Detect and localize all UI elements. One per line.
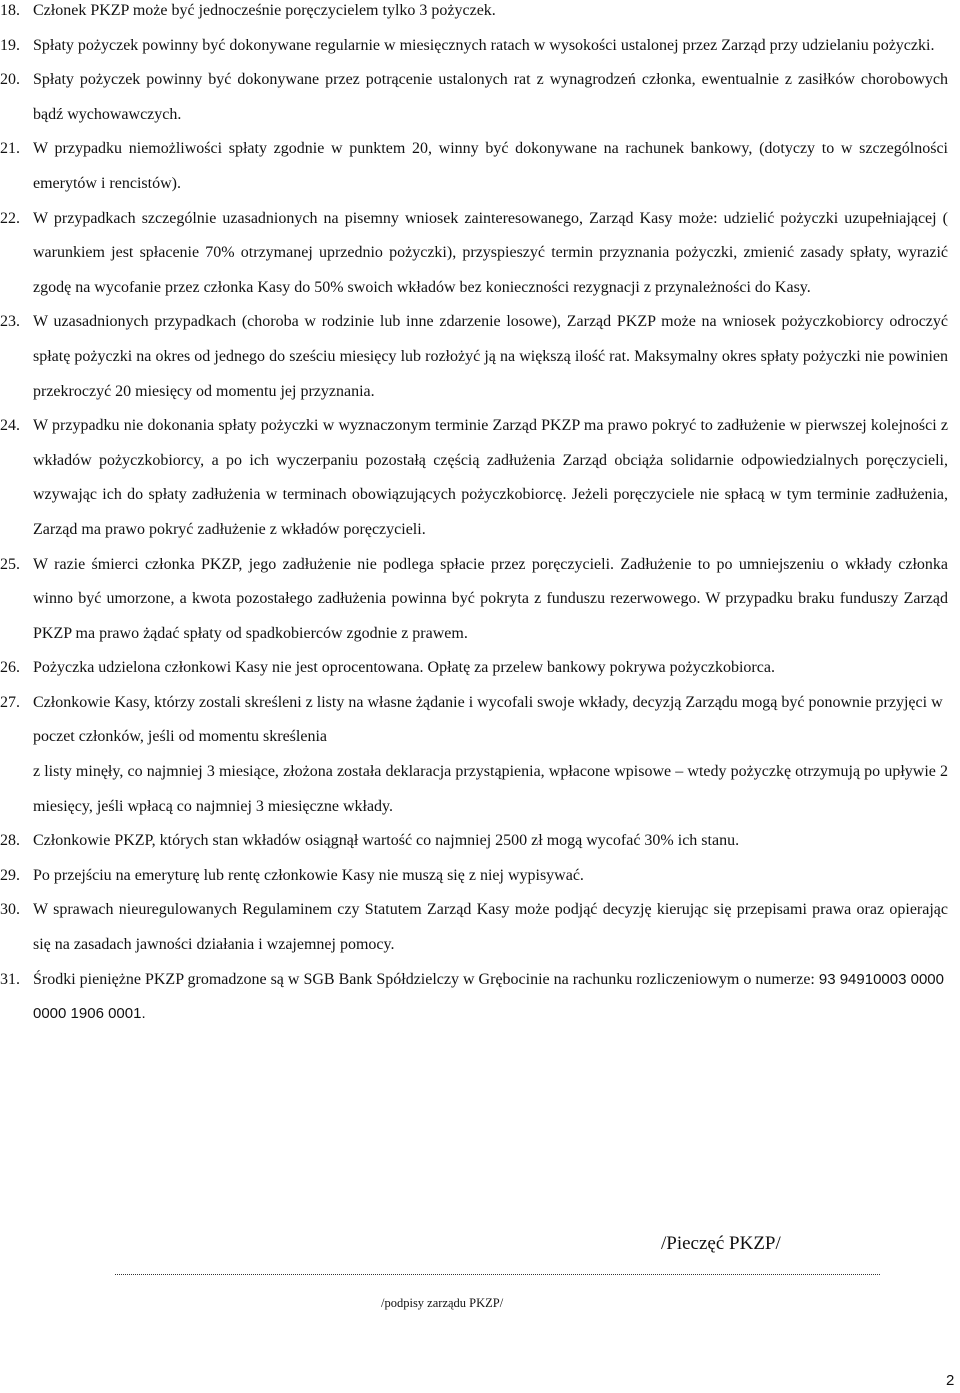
item-number: 25. xyxy=(0,555,20,573)
stamp-label: /Pieczęć PKZP/ xyxy=(661,1233,781,1254)
list-item xyxy=(0,202,960,306)
signatures-label: /podpisy zarządu PKZP/ xyxy=(381,1296,504,1310)
list-item xyxy=(0,0,960,29)
item-text: Po przejściu na emeryturę lub rentę członkowie Kasy nie muszą się z niej wypisywać. xyxy=(33,866,584,884)
item-text-main: Środki pieniężne PKZP gromadzone są w SGB Bank Spółdzielczy w Grębocinie na rachunku rozliczeniowym o numerze: xyxy=(33,970,815,988)
item-number: 21. xyxy=(0,140,20,158)
item-text: Członkowie PKZP, których stan wkładów osiągnął wartość co najmniej 2500 zł mogą wycofać 30% ich stanu. xyxy=(33,832,740,850)
item-number: 28. xyxy=(0,832,20,850)
item-text: Pożyczka udzielona członkowi Kasy nie jest oprocentowana. Opłatę za przelew bankowy pokrywa pożyczkobiorca. xyxy=(33,659,775,677)
item-text: W przypadku niemożliwości spłaty zgodnie w punktem 20, winny być dokonywane na rachunek bankowy, (dotyczy to w szczególności emerytów i rencistów). xyxy=(33,140,948,192)
item-text-part-2: z listy minęły, co najmniej 3 miesiące, złożona została deklaracja przystąpienia, wpłacone wpisowe – wtedy pożyczkę otrzymują po upływie 2 miesięcy, jeśli wpłacą co najmniej 3 miesięczne wkłady. xyxy=(33,763,948,815)
list-item xyxy=(0,686,960,824)
item-text: W sprawach nieuregulowanych Regulaminem czy Statutem Zarząd Kasy może podjąć decyzję kierując się przepisami prawa oraz opierając się na zasadach jawności działania i wzajemnej pomocy. xyxy=(33,901,948,954)
item-text-part-1: Członkowie Kasy, którzy zostali skreśleni z listy na własne żądanie i wycofali swoje wkłady, decyzją Zarządu mogą być ponownie przyjęci w poczet członków, jeśli od momentu skreślenia xyxy=(33,693,943,746)
signature-dotted-line xyxy=(115,1274,880,1275)
item-number: 20. xyxy=(0,71,20,89)
item-text: W przypadku nie dokonania spłaty pożyczki w wyznaczonym terminie Zarząd PKZP ma prawo pokryć to zadłużenie w pierwszej kolejności z wkładów pożyczkobiorcy, a po ich wyczerpaniu pozostałą częścią zadłużenia Zarząd obciąża solidarnie odpowiedzialnych poręczycieli, wzywając ich do spłaty zadłużenia w terminach obowiązujących pożyczkobiorcę. Jeżeli poręczyciele nie spłacą w tym terminie zadłużenia, Zarząd ma prawo pokryć zadłużenie z wkładów poręczycieli. xyxy=(33,417,948,538)
item-number: 26. xyxy=(0,659,20,677)
item-number: 27. xyxy=(0,693,20,711)
item-number: 19. xyxy=(0,36,20,54)
item-number: 18. xyxy=(0,2,20,19)
item-text: Spłaty pożyczek powinny być dokonywane regularnie w miesięcznych ratach w wysokości ustalonej przez Zarząd przy udzielaniu pożyczki. xyxy=(33,36,935,54)
page-number: 2 xyxy=(946,1372,955,1389)
item-number: 22. xyxy=(0,209,20,227)
list-item xyxy=(0,824,960,859)
item-number: 31. xyxy=(0,970,20,988)
item-text: Członek PKZP może być jednocześnie poręczycielem tylko 3 pożyczek. xyxy=(33,2,496,19)
item-text: W przypadkach szczególnie uzasadnionych na pisemny wniosek zainteresowanego, Zarząd Kasy może: udzielić pożyczki uzupełniającej ( warunkiem jest spłacenie 70% otrzymanej uprzednio pożyczki), przyspieszyć termin przyznania pożyczki, zmienić zasady spłaty, wyrazić zgodę na wycofanie przez członka Kasy do 50% swoich wkładów bez konieczności rezygnacji z przynależności do Kasy. xyxy=(33,209,948,296)
item-number: 23. xyxy=(0,313,20,331)
list-item xyxy=(0,409,960,547)
list-item xyxy=(0,29,960,64)
item-number: 30. xyxy=(0,901,20,919)
item-text: W razie śmierci członka PKZP, jego zadłużenie nie podlega spłacie przez poręczycieli. Zadłużenie to po umniejszeniu o wkłady członka winno być umorzone, a kwota pozostałego zadłużenia powinna być pokryta z funduszu rezerwowego. W przypadku braku funduszy Zarząd PKZP ma prawo żądać spłaty od spadkobierców zgodnie z prawem. xyxy=(33,555,948,642)
list-item xyxy=(0,132,960,201)
item-text: W uzasadnionych przypadkach (choroba w rodzinie lub inne zdarzenie losowe), Zarząd PKZP może na wniosek pożyczkobiorcy odroczyć spłatę pożyczki na okres od jednego do sześciu miesięcy lub rozłożyć ją na większą ilość rat. Maksymalny okres spłaty pożyczki nie powinien przekroczyć 20 miesięcy od momentu jej przyznania. xyxy=(33,313,948,400)
list-item xyxy=(0,893,960,962)
list-item xyxy=(0,305,960,409)
list-item xyxy=(0,651,960,686)
item-text: Spłaty pożyczek powinny być dokonywane przez potrącenie ustalonych rat z wynagrodzeń członka, ewentualnie z zasiłków chorobowych bądź wychowawczych. xyxy=(33,71,948,123)
account-number: 93 94910003 0000 0000 1906 0001. xyxy=(33,970,944,1023)
item-number: 29. xyxy=(0,866,20,884)
item-number: 24. xyxy=(0,417,20,435)
item-text xyxy=(33,963,948,1032)
list-item xyxy=(0,548,960,652)
list-item xyxy=(0,859,960,894)
list-item xyxy=(0,963,960,1032)
list-item xyxy=(0,63,960,132)
